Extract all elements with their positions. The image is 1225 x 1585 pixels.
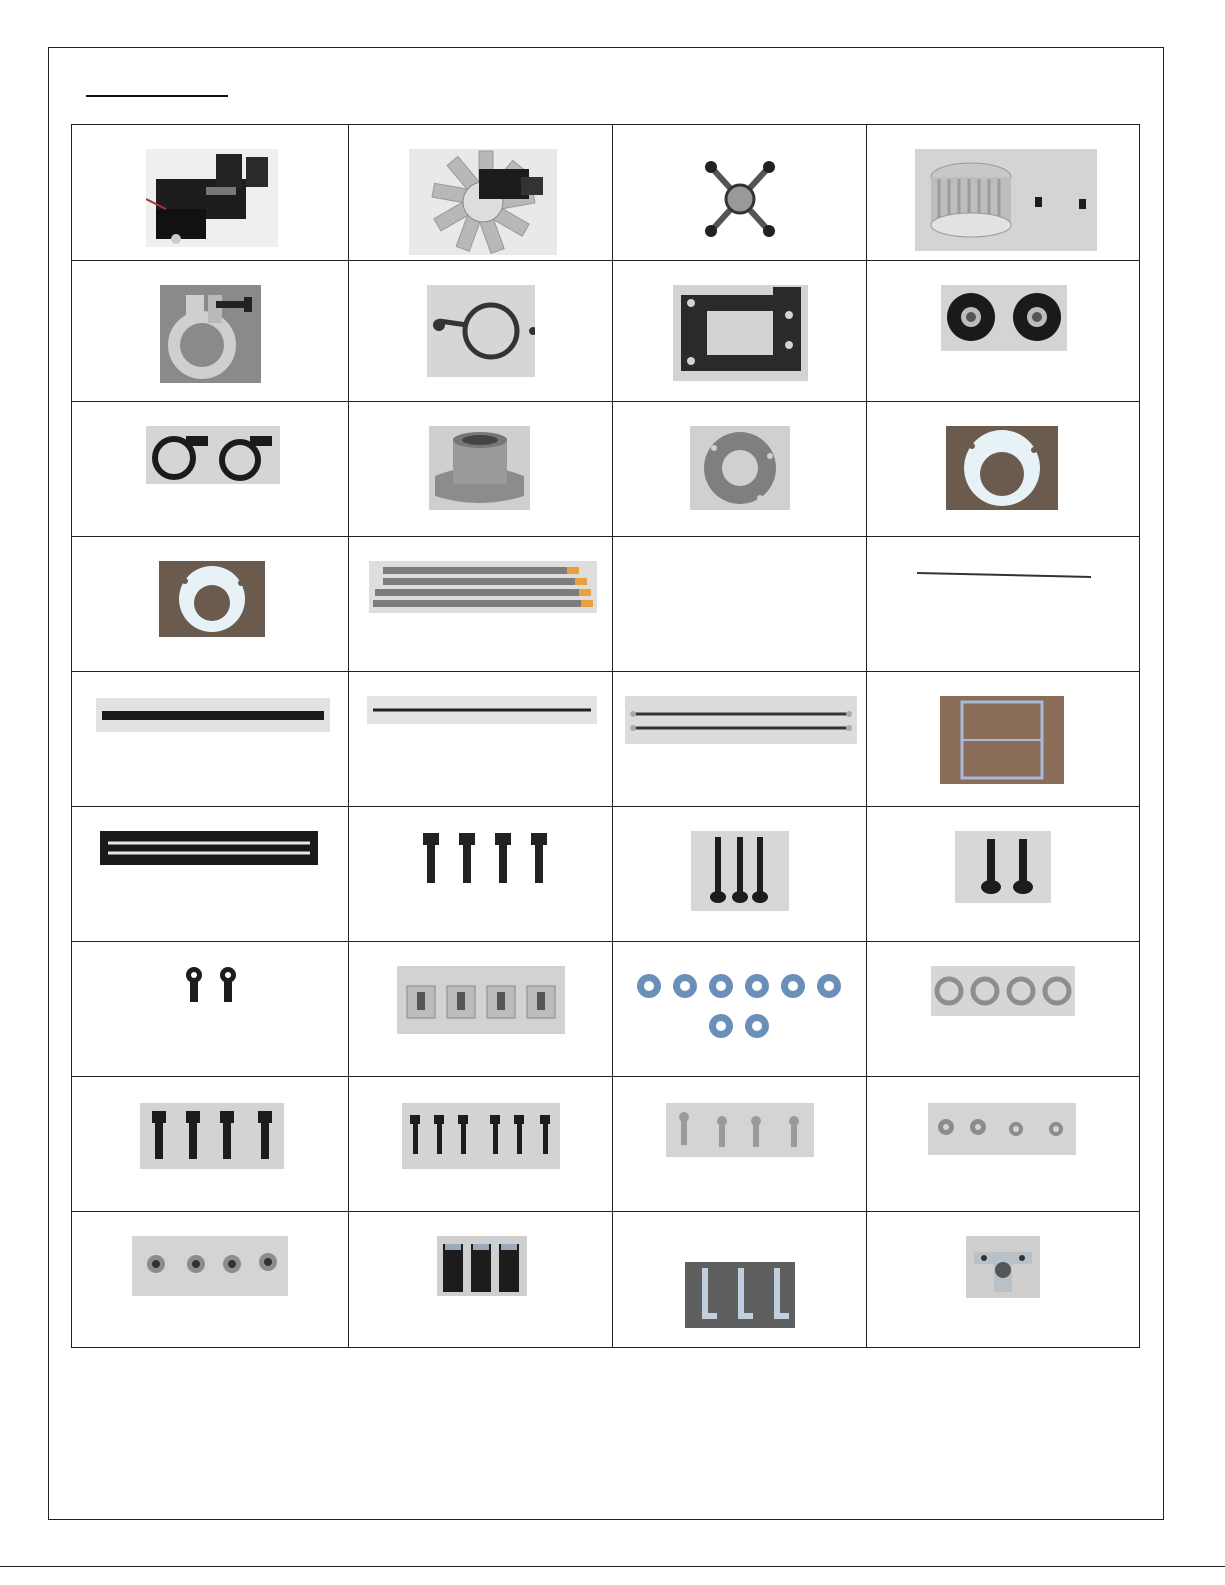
hex-screws-six-photo — [402, 1103, 560, 1169]
table-row — [72, 807, 1140, 942]
table-cell — [613, 942, 867, 1077]
table-cell — [72, 402, 349, 537]
table-cell — [867, 807, 1140, 942]
hex-screws-four-photo — [140, 1103, 284, 1169]
blue-washers-eight-photo — [635, 972, 843, 1042]
table-cell — [613, 672, 867, 807]
fan-rotor-assembly-photo — [409, 149, 557, 255]
table-cell — [867, 942, 1140, 1077]
table-cell — [72, 807, 349, 942]
table-cell — [867, 1077, 1140, 1212]
white-rods-pair-photo — [100, 831, 318, 865]
table-cell — [349, 672, 613, 807]
table-row — [72, 1212, 1140, 1348]
table-cell — [72, 1212, 349, 1348]
table-cell — [349, 261, 613, 402]
alloy-spacer-blocks-four-photo — [397, 966, 565, 1034]
tail-hub-block-photo — [966, 1236, 1040, 1298]
hex-nuts-four-photo — [928, 1103, 1076, 1155]
metal-washers-four-photo — [931, 966, 1075, 1016]
ball-link-ends-pair-photo — [182, 966, 244, 1006]
parts-table — [71, 124, 1140, 1348]
bearing-pulleys-pair-photo — [941, 285, 1067, 351]
aluminium-boom-clamp-photo — [160, 285, 261, 383]
table-cell — [72, 672, 349, 807]
screws-two-photo — [955, 831, 1051, 903]
table-cell — [613, 1077, 867, 1212]
table-cell — [613, 125, 867, 261]
table-cell — [349, 402, 613, 537]
black-clamp-rings-pair-photo — [146, 426, 280, 484]
table-cell — [613, 402, 867, 537]
carbon-tail-boom-photo — [96, 698, 330, 732]
table-cell — [867, 672, 1140, 807]
lock-nuts-four-photo — [132, 1236, 288, 1296]
table-cell — [349, 942, 613, 1077]
threaded-bolts-three-photo — [437, 1236, 527, 1296]
table-row — [72, 537, 1140, 672]
table-cell — [72, 1077, 349, 1212]
hex-keys-three-photo — [685, 1262, 795, 1328]
table-row — [72, 1077, 1140, 1212]
alloy-flange-plate-photo — [690, 426, 790, 510]
table-cell — [613, 1212, 867, 1348]
table-row — [72, 672, 1140, 807]
table-row — [72, 942, 1140, 1077]
tail-control-ring-photo — [427, 285, 535, 377]
rotor-blades-set-photo — [369, 561, 597, 613]
table-cell — [72, 537, 349, 672]
table-row — [72, 402, 1140, 537]
table-cell — [349, 125, 613, 261]
thin-rod-photo — [915, 571, 1093, 579]
table-cell — [72, 261, 349, 402]
table-cell — [349, 537, 613, 672]
table-cell — [867, 261, 1140, 402]
white-gasket-small-photo — [159, 561, 265, 637]
table-cell — [349, 1212, 613, 1348]
ball-studs-four-photo — [666, 1103, 814, 1157]
table-cell — [867, 402, 1140, 537]
swashplate-cross-hub-photo — [701, 153, 779, 243]
white-gasket-large-photo — [946, 426, 1058, 510]
table-row — [72, 261, 1140, 402]
table-cell — [72, 942, 349, 1077]
table-cell — [867, 125, 1140, 261]
table-row — [72, 125, 1140, 261]
thin-carbon-rod-photo — [367, 696, 597, 724]
tail-pulley-with-setscrews-photo — [915, 149, 1097, 251]
table-cell — [613, 807, 867, 942]
wire-landing-frame-photo — [940, 696, 1064, 784]
heading-underline — [86, 95, 228, 97]
gearbox-bearing-housing-photo — [429, 426, 530, 510]
table-cell — [613, 261, 867, 402]
tail-servo-assembly-photo — [146, 149, 278, 247]
long-screws-three-photo — [691, 831, 789, 911]
table-cell — [349, 1077, 613, 1212]
socket-screws-four-photo — [419, 831, 555, 887]
table-cell — [72, 125, 349, 261]
table-cell — [867, 1212, 1140, 1348]
table-cell — [613, 537, 867, 672]
table-cell — [349, 807, 613, 942]
push-rods-pair-photo — [625, 696, 857, 744]
bottom-rule — [0, 1566, 1225, 1567]
table-cell — [867, 537, 1140, 672]
servo-mount-plate-photo — [673, 285, 808, 381]
